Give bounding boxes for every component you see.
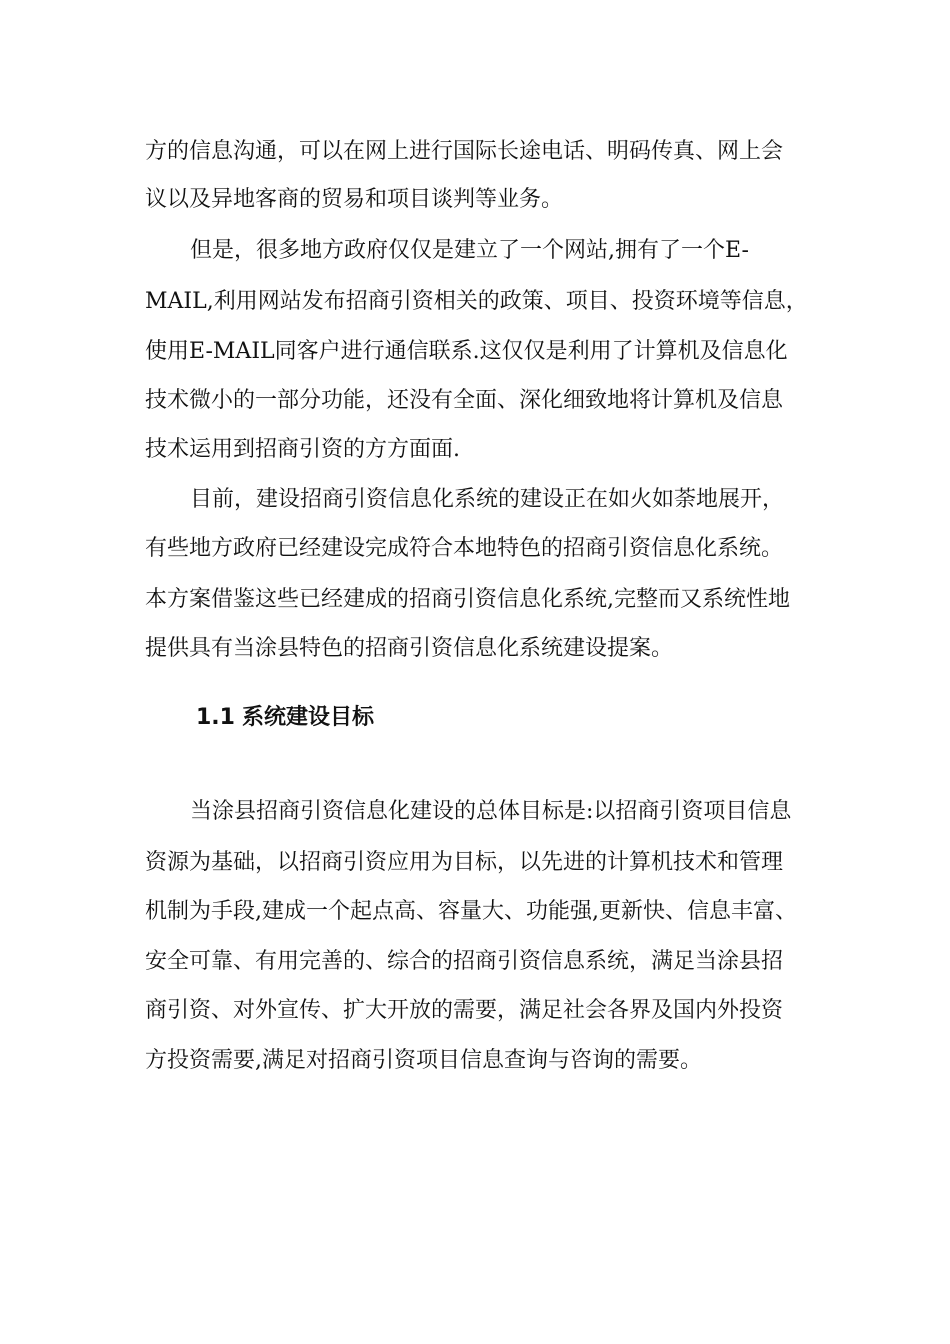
paragraph-4-line-4: 安全可靠、有用完善的、综合的招商引资信息系统，满足当涂县招 bbox=[145, 949, 784, 974]
paragraph-2-line-1: 但是，很多地方政府仅仅是建立了一个网站,拥有了一个E- bbox=[190, 238, 749, 263]
paragraph-1-line-2: 议以及异地客商的贸易和项目谈判等业务。 bbox=[145, 187, 564, 212]
paragraph-4-line-3: 机制为手段,建成一个起点高、容量大、功能强,更新快、信息丰富、 bbox=[145, 899, 797, 924]
paragraph-4-line-6: 方投资需要,满足对招商引资项目信息查询与咨询的需要。 bbox=[145, 1048, 702, 1073]
paragraph-3-line-4: 提供具有当涂县特色的招商引资信息化系统建设提案。 bbox=[145, 636, 674, 661]
paragraph-3-line-3: 本方案借鉴这些已经建成的招商引资信息化系统,完整而又系统性地 bbox=[145, 587, 790, 612]
paragraph-2-line-3: 使用E-MAIL同客户进行通信联系.这仅仅是利用了计算机及信息化 bbox=[145, 339, 788, 364]
paragraph-3-line-1: 目前，建设招商引资信息化系统的建设正在如火如荼地展开， bbox=[190, 487, 785, 512]
paragraph-2-line-5: 技术运用到招商引资的方方面面. bbox=[145, 437, 460, 462]
paragraph-4-line-2: 资源为基础，以招商引资应用为目标，以先进的计算机技术和管理 bbox=[145, 850, 784, 875]
section-title: 系统建设目标 bbox=[242, 705, 375, 730]
paragraph-3-line-2: 有些地方政府已经建设完成符合本地特色的招商引资信息化系统。 bbox=[145, 536, 784, 561]
section-number: 1.1 bbox=[196, 705, 235, 730]
paragraph-4-line-1: 当涂县招商引资信息化建设的总体目标是:以招商引资项目信息 bbox=[190, 799, 792, 824]
section-heading bbox=[196, 702, 374, 734]
paragraph-1-line-1: 方的信息沟通，可以在网上进行国际长途电话、明码传真、网上会 bbox=[145, 139, 784, 164]
paragraph-4-line-5: 商引资、对外宣传、扩大开放的需要，满足社会各界及国内外投资 bbox=[145, 998, 784, 1023]
paragraph-2-line-4: 技术微小的一部分功能，还没有全面、深化细致地将计算机及信息 bbox=[145, 388, 784, 413]
paragraph-2-line-2: MAIL,利用网站发布招商引资相关的政策、项目、投资环境等信息， bbox=[145, 289, 808, 314]
